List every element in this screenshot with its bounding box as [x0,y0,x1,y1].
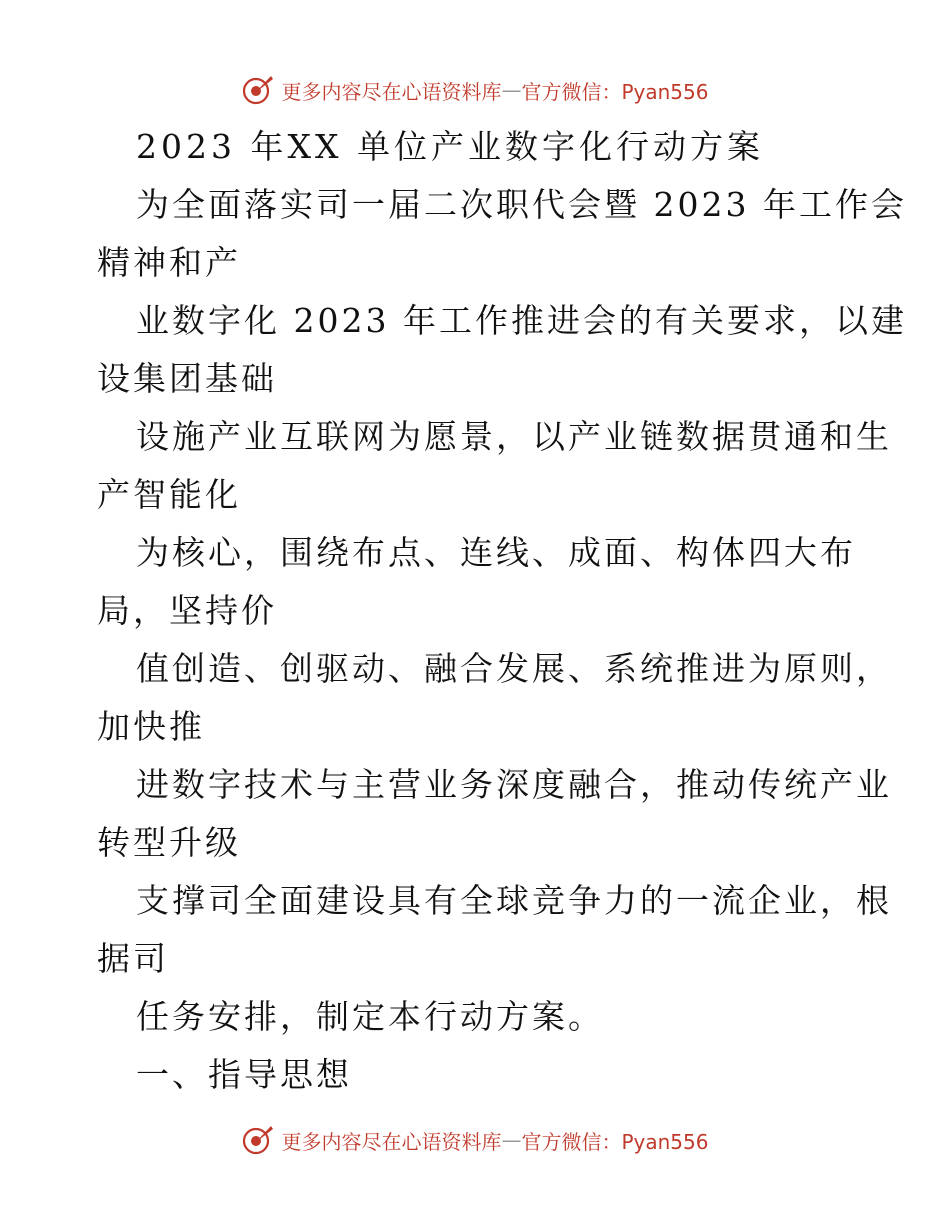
banner-separator: — [501,78,522,102]
header-watermark-banner [0,70,950,110]
text-line: 为核心，围绕布点、连线、成面、构体四大布 [136,533,856,572]
banner-wechat: 官方微信：Pyan556 [521,1129,709,1154]
text-line: 设施产业互联网为愿景，以产业链数据贯通和生 [136,417,892,456]
text-line: 值创造、创驱动、融合发展、系统推进为原则， [136,649,892,688]
quill-logo-icon [241,1123,275,1157]
text-line: 业数字化 2023 年工作推进会的有关要求，以建 [136,301,907,340]
banner-wechat: 官方微信：Pyan556 [521,79,709,104]
document-title: 2023 年XX 单位产业数字化行动方案 [136,127,764,166]
text-line: 据司 [97,939,169,978]
text-line: 进数字技术与主营业务深度融合，推动传统产业 [136,765,892,804]
text-line: 为全面落实司一届二次职代会暨 2023 年工作会 [136,185,907,224]
banner-separator: — [501,1128,522,1152]
text-line: 精神和产 [97,243,241,282]
paragraph-lines [97,176,907,1104]
text-line: 支撑司全面建设具有全球竞争力的一流企业，根 [136,881,892,920]
document-body [97,118,907,1104]
text-line: 设集团基础 [97,359,277,398]
text-line: 一、指导思想 [136,1055,352,1094]
text-line: 加快推 [97,707,205,746]
banner-text: 更多内容尽在心语资料库 [281,79,502,104]
text-line: 转型升级 [97,823,241,862]
quill-logo-icon [241,73,275,107]
banner-text: 更多内容尽在心语资料库 [281,1129,502,1154]
footer-watermark-banner [0,1120,950,1160]
text-line: 任务安排，制定本行动方案。 [136,997,604,1036]
text-line: 局，坚持价 [97,591,277,630]
text-line: 产智能化 [97,475,241,514]
